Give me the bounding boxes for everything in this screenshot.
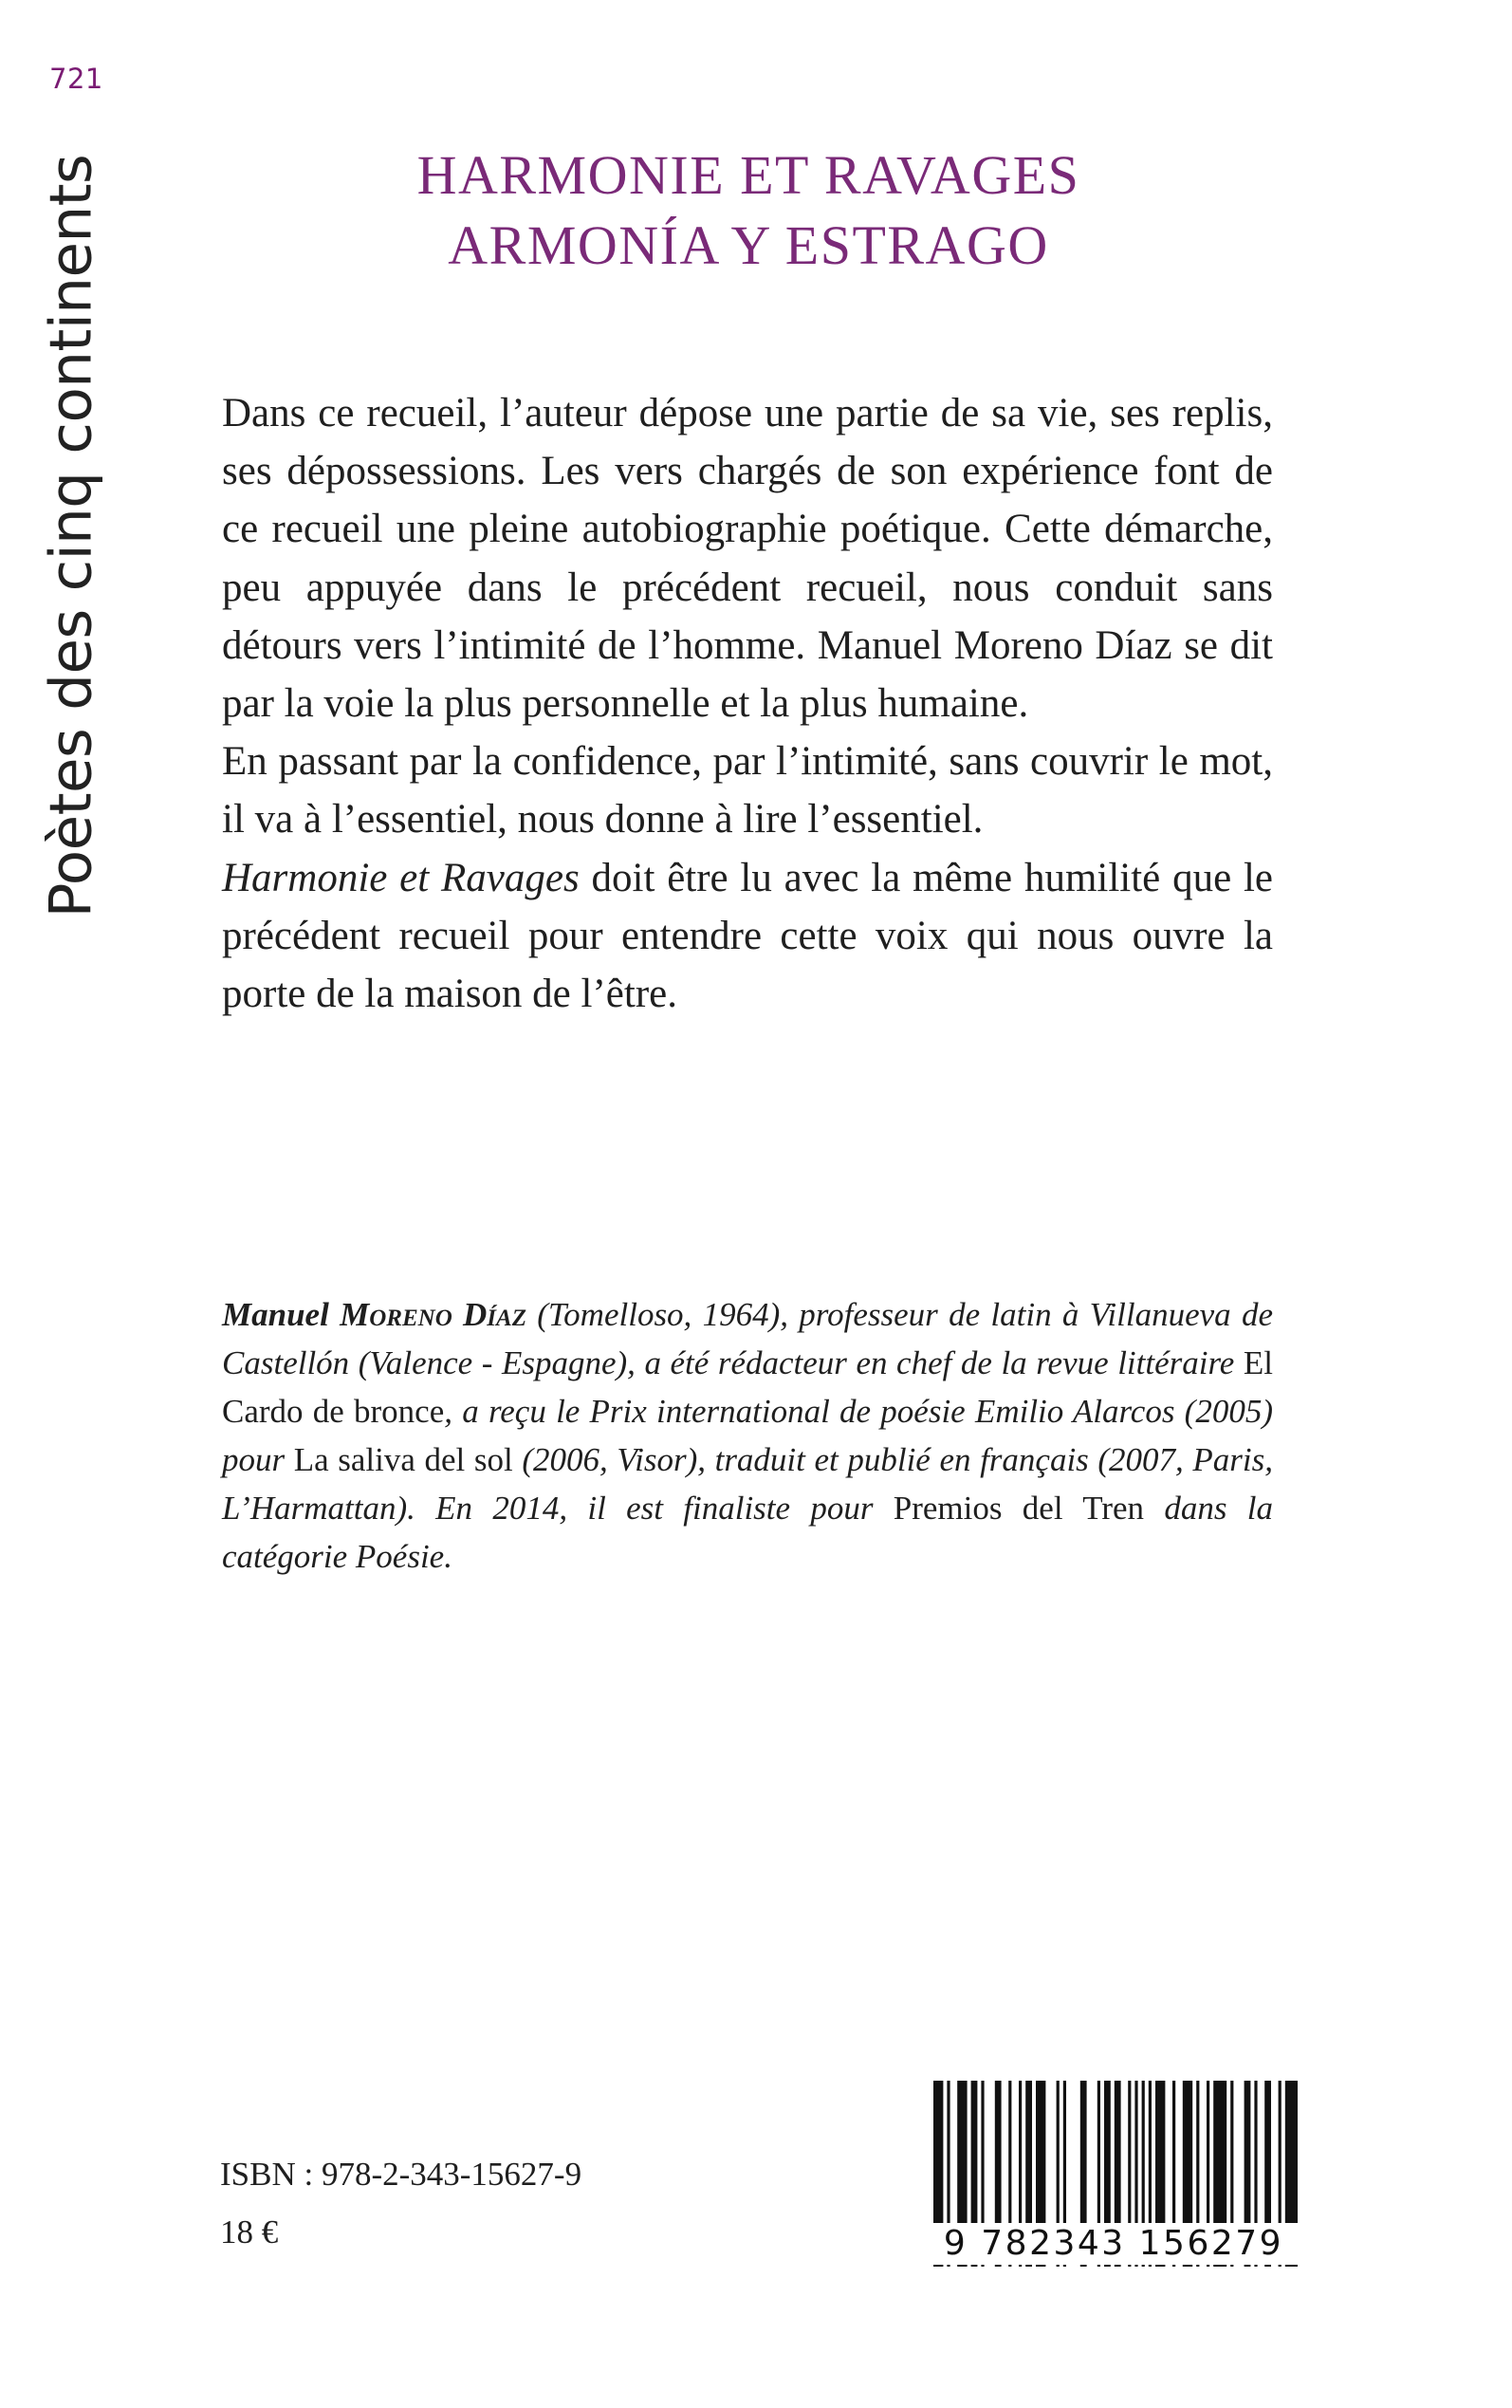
- blurb-book-title: Harmonie et Ravages: [222, 855, 580, 900]
- back-cover-blurb: [222, 384, 1273, 1023]
- bio-award: Premios del Tren: [893, 1490, 1145, 1527]
- isbn: ISBN : 978-2-343-15627-9: [220, 2156, 582, 2193]
- bio-text-4: dans la catégorie Poésie.: [222, 1490, 1273, 1575]
- blurb-paragraph-2: En passant par la confidence, par l’intimité, sans couvrir le mot, il va à l’essentiel, nous donne à lire l’essentiel.: [222, 739, 1273, 843]
- price: 18 €: [220, 2214, 279, 2251]
- blurb-paragraph-1: Dans ce recueil, l’auteur dépose une partie de sa vie, ses replis, ses dépossessions. Les vers chargés de son expérience font de ce recueil une pleine autobiographie poétique. Cette démarche, peu appuyée dans le précédent recueil, nous conduit sans détours vers l’intimité de l’homme. Manuel Moreno Díaz se dit par la voie la plus personnelle et la plus humaine.: [222, 391, 1273, 727]
- bio-text-1: (Tomelloso, 1964), professeur de latin à Villanueva de Castellón (Valence - Espagne), a été rédacteur en chef de la revue littéraire: [222, 1296, 1273, 1381]
- bio-text-3: (2006, Visor), traduit et publié en français (2007, Paris, L’Harmattan). En 2014, il est finaliste pour: [222, 1441, 1274, 1527]
- blurb-paragraph-3: [222, 849, 1273, 1024]
- bio-text-2: , a reçu le Prix international de poésie Emilio Alarcos (2005) pour: [222, 1393, 1273, 1478]
- series-name: Poètes des cinq continents: [37, 154, 105, 918]
- bio-book: La saliva del sol: [293, 1441, 513, 1478]
- blurb-paragraph-3-text: doit être lu avec la même humilité que le précédent recueil pour entendre cette voix qui nous ouvre la porte de la maison de l’être.: [222, 855, 1273, 1017]
- title-french: HARMONIE ET RAVAGES: [416, 144, 1080, 206]
- barcode-digits: 9 782343 156279: [930, 2223, 1298, 2265]
- author-bio: [222, 1290, 1273, 1581]
- title-spanish: ARMONÍA Y ESTRAGO: [448, 214, 1049, 276]
- author-last-name: Moreno Díaz: [340, 1296, 526, 1333]
- series-number: 721: [49, 63, 103, 95]
- book-title: [0, 140, 1512, 281]
- author-first-name: Manuel: [222, 1296, 341, 1333]
- bio-journal: El Cardo de bronce: [222, 1344, 1273, 1430]
- author-name: [222, 1296, 526, 1333]
